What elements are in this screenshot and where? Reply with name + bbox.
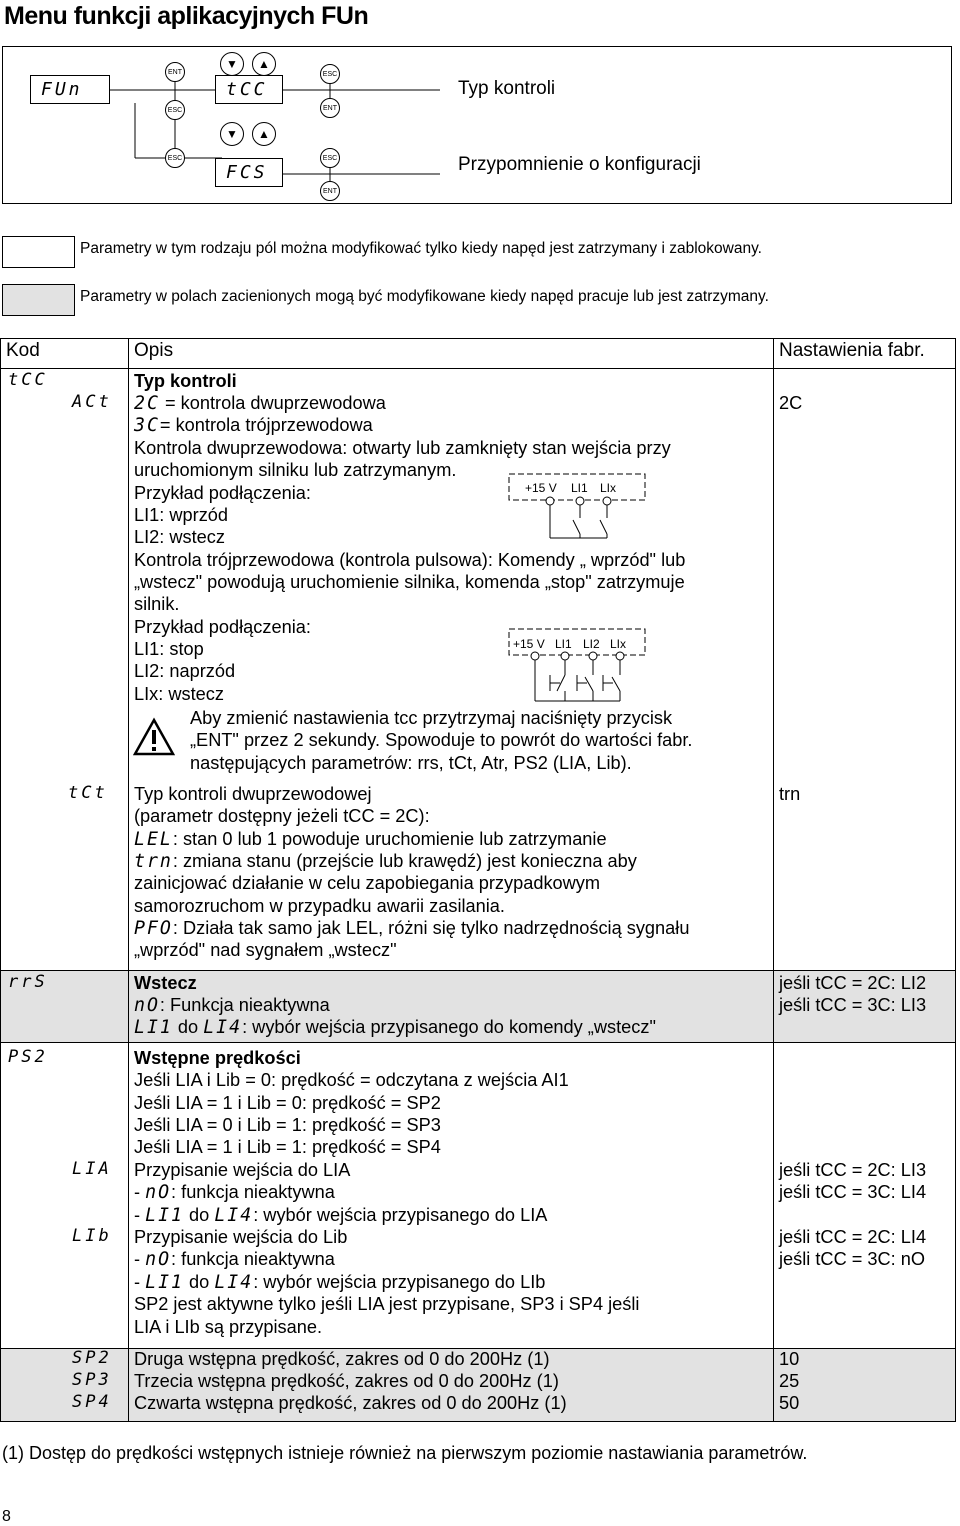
wiring-diagram-3wire [505, 625, 650, 710]
default-sp2: 10 [779, 1349, 800, 1369]
diagram2-label: LI2 [583, 637, 600, 651]
tcc-line: Kontrola dwuprzewodowa: otwarty lub zamknięty stan wejścia przy [134, 438, 671, 458]
sp3-desc: Trzecia wstępna prędkość, zakres od 0 do 200Hz (1) [134, 1371, 559, 1391]
ps2-line: Jeśli LIA = 1 i Lib = 1: prędkość = SP4 [134, 1137, 441, 1157]
up-arrow-icon[interactable]: ▲ [252, 52, 276, 76]
ps2-line: Jeśli LIA i Lib = 0: prędkość = odczytana z wejścia AI1 [134, 1070, 569, 1090]
default-rrs: jeśli tCC = 2C: LI2 [779, 973, 927, 993]
default-lib: jeśli tCC = 3C: nO [779, 1249, 926, 1269]
display-tcc[interactable]: tCC [215, 75, 283, 104]
esc-key[interactable]: ESC [320, 64, 340, 84]
tcc-line: LI1: wprzód [134, 505, 229, 525]
header-default: Nastawienia fabr. [779, 340, 925, 361]
code-lia: LIA [72, 1159, 112, 1179]
esc-key[interactable]: ESC [165, 100, 185, 120]
lia-no: - nO: funkcja nieaktywna [134, 1182, 335, 1203]
code-ps2: PS2 [8, 1047, 48, 1067]
code-sp3: SP3 [72, 1370, 112, 1390]
lib-title: Przypisanie wejścia do Lib [134, 1227, 348, 1247]
ent-key[interactable]: ENT [320, 98, 340, 118]
ps2-line: Jeśli LIA = 0 i Lib = 1: prędkość = SP3 [134, 1115, 441, 1135]
tcc-line: silnik. [134, 594, 180, 614]
footnote: (1) Dostęp do prędkości wstępnych istnieje również na pierwszym poziomie nastawiania parametrów. [2, 1443, 808, 1463]
lib-li: - LI1 do LI4: wybór wejścia przypisanego do LIb [134, 1272, 546, 1293]
ps2-note: SP2 jest aktywne tylko jeśli LIA jest przypisane, SP3 i SP4 jeśli [134, 1294, 640, 1314]
default-lib: jeśli tCC = 2C: LI4 [779, 1227, 927, 1247]
ent-key[interactable]: ENT [165, 62, 185, 82]
tct-pfo: PFO: Działa tak samo jak LEL, różni się tylko nadrzędnością sygnału [134, 918, 690, 939]
table-row-divider [0, 368, 956, 369]
diagram2-label: LIx [610, 637, 627, 651]
display-fun: FUn [30, 75, 110, 104]
tcc-opt-2c: 2C = kontrola dwuprzewodowa [134, 393, 386, 414]
diagram1-label: LI1 [571, 481, 588, 495]
tcc-line: LI2: wstecz [134, 527, 225, 547]
tct-line: Typ kontroli dwuprzewodowej [134, 784, 372, 804]
page-title: Menu funkcji aplikacyjnych FUn [4, 2, 369, 30]
tct-line: samorozruchom w przypadku awarii zasilania. [134, 896, 505, 916]
legend-white-box [2, 236, 75, 268]
code-act: ACt [72, 392, 112, 412]
tct-line: „wprzód" nad sygnałem „wstecz" [134, 940, 397, 960]
default-tcc: 2C [779, 393, 803, 413]
lib-no: - nO: funkcja nieaktywna [134, 1249, 335, 1270]
code-lib: LIb [72, 1226, 112, 1246]
tcc-title: Typ kontroli [134, 371, 237, 391]
header-desc: Opis [134, 340, 174, 361]
diagram1-label: LIx [600, 481, 617, 495]
warning-line: „ENT" przez 2 sekundy. Spowoduje to powrót do wartości fabr. [190, 730, 693, 750]
default-lia: jeśli tCC = 3C: LI4 [779, 1182, 927, 1202]
legend-grey-text: Parametry w polach zacienionych mogą być modyfikowane kiedy napęd pracuje lub jest zatrzymany. [80, 288, 769, 305]
menu-label-tcc: Typ kontroli [458, 78, 556, 99]
esc-key[interactable]: ESC [165, 148, 185, 168]
menu-label-fcs: Przypomnienie o konfiguracji [458, 154, 701, 175]
warning-line: następujących parametrów: rrs, tCt, Atr, PS2 (LIA, Lib). [190, 753, 632, 773]
ps2-line: Jeśli LIA = 1 i Lib = 0: prędkość = SP2 [134, 1093, 441, 1113]
tcc-line: LI2: naprzód [134, 661, 236, 681]
tcc-line: Kontrola trójprzewodowa (kontrola pulsowa): Komendy „ wprzód" lub [134, 550, 686, 570]
tcc-opt-3c: 3C= kontrola trójprzewodowa [134, 415, 373, 436]
lia-title: Przypisanie wejścia do LIA [134, 1160, 351, 1180]
default-tct: trn [779, 784, 801, 804]
tcc-line: „wstecz" powodują uruchomienie silnika, komenda „stop" zatrzymuje [134, 572, 685, 592]
warning-icon [133, 717, 175, 757]
code-rrs: rrS [8, 972, 48, 992]
menu-connector-lines [0, 46, 960, 206]
sp2-desc: Druga wstępna prędkość, zakres od 0 do 200Hz (1) [134, 1349, 550, 1369]
legend-white-text: Parametry w tym rodzaju pól można modyfikować tylko kiedy napęd jest zatrzymany i zablokowany. [80, 240, 762, 257]
code-sp4: SP4 [72, 1392, 112, 1412]
legend-grey-box [2, 284, 75, 316]
lia-li: - LI1 do LI4: wybór wejścia przypisanego do LIA [134, 1205, 548, 1226]
esc-key[interactable]: ESC [320, 148, 340, 168]
ps2-note: LIA i LIb są przypisane. [134, 1317, 323, 1337]
rrs-li: LI1 do LI4: wybór wejścia przypisanego do komendy „wstecz" [134, 1017, 656, 1038]
tcc-line: uruchomionym silniku lub zatrzymanym. [134, 460, 457, 480]
ps2-title: Wstępne prędkości [134, 1048, 301, 1068]
rrs-title: Wstecz [134, 973, 197, 993]
tct-lel: LEL: stan 0 lub 1 powoduje uruchomienie lub zatrzymanie [134, 829, 607, 850]
diagram2-label: LI1 [555, 637, 572, 651]
warning-line: Aby zmienić nastawienia tcc przytrzymaj naciśnięty przycisk [190, 708, 673, 728]
code-tct: tCt [68, 783, 108, 803]
table-divider [773, 338, 774, 1422]
page-number: 8 [2, 1508, 11, 1525]
default-sp3: 25 [779, 1371, 800, 1391]
table-divider [128, 338, 129, 1422]
tct-line: zainicjować działanie w celu zapobiegania przypadkowym [134, 873, 601, 893]
tcc-line: Przykład podłączenia: [134, 617, 311, 637]
diagram1-label: +15 V [525, 481, 557, 495]
default-sp4: 50 [779, 1393, 800, 1413]
diagram2-label: +15 V [513, 637, 545, 651]
up-arrow-icon[interactable]: ▲ [252, 122, 276, 146]
down-arrow-icon[interactable]: ▼ [220, 122, 244, 146]
wiring-diagram-2wire [505, 470, 650, 550]
default-rrs: jeśli tCC = 3C: LI3 [779, 995, 927, 1015]
tct-trn: trn: zmiana stanu (przejście lub krawędź) jest konieczna aby [134, 851, 637, 872]
default-lia: jeśli tCC = 2C: LI3 [779, 1160, 927, 1180]
code-tcc: tCC [8, 370, 48, 390]
rrs-no: nO: Funkcja nieaktywna [134, 995, 330, 1016]
tcc-line: LIx: wstecz [134, 684, 224, 704]
table-row-divider [0, 1042, 956, 1043]
tcc-line: LI1: stop [134, 639, 204, 659]
tct-line: (parametr dostępny jeżeli tCC = 2C): [134, 806, 430, 826]
display-fcs[interactable]: FCS [215, 158, 283, 187]
table-row-divider [0, 970, 956, 971]
sp4-desc: Czwarta wstępna prędkość, zakres od 0 do 200Hz (1) [134, 1393, 567, 1413]
tcc-line: Przykład podłączenia: [134, 483, 311, 503]
down-arrow-icon[interactable]: ▼ [220, 52, 244, 76]
code-sp2: SP2 [72, 1348, 112, 1368]
ent-key[interactable]: ENT [320, 181, 340, 201]
header-code: Kod [6, 340, 40, 361]
